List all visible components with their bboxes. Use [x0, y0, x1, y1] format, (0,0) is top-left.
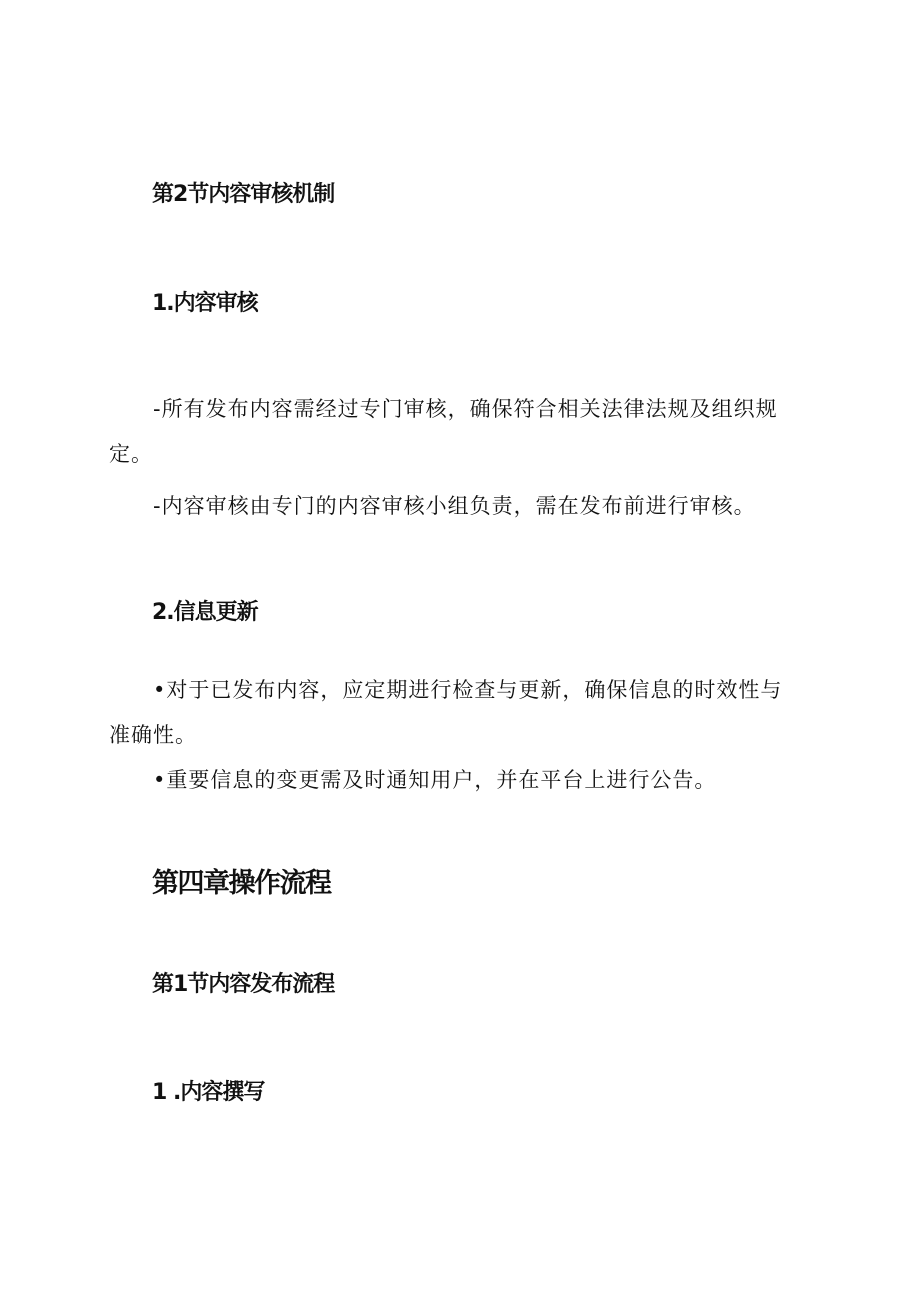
paragraph-line: •对于已发布内容，应定期进行检查与更新，确保信息的时效性与: [153, 678, 783, 702]
subsection-2-title: 2.信息更新: [152, 600, 258, 625]
subsection-3-title: 1 .内容撰写: [152, 1080, 265, 1105]
paragraph-update-notify: [109, 758, 819, 803]
paragraph-update-check: [109, 668, 819, 758]
subsection-1-title: 1.内容审核: [152, 291, 258, 316]
paragraph-line: -所有发布内容需经过专门审核，确保符合相关法律法规及组织规: [153, 397, 778, 421]
paragraph-line: 定。: [109, 442, 153, 466]
section-1-title: 第1节内容发布流程: [152, 972, 335, 997]
paragraph-line: •重要信息的变更需及时通知用户，并在平台上进行公告。: [153, 768, 717, 792]
paragraph-review-requirement: [109, 387, 819, 477]
chapter-4-title: 第四章操作流程: [152, 868, 331, 899]
paragraph-line: -内容审核由专门的内容审核小组负责，需在发布前进行审核。: [153, 494, 756, 518]
paragraph-line: 准确性。: [109, 723, 197, 747]
paragraph-review-team: [109, 484, 819, 529]
section-2-title: 第2节内容审核机制: [152, 182, 335, 207]
